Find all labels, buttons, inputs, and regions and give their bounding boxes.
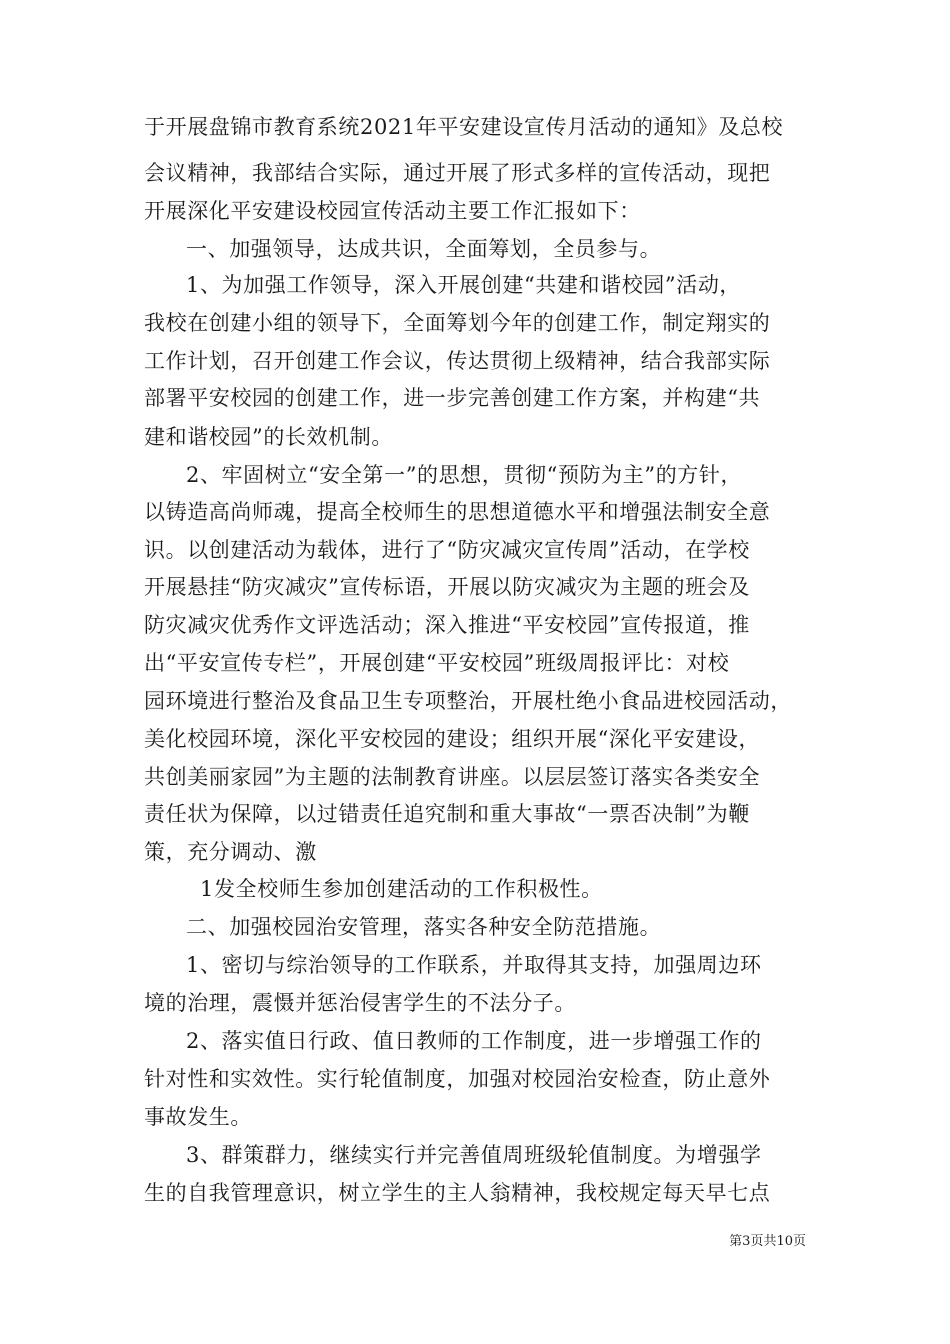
text-line: 开展深化平安建设校园宣传活动主要工作汇报如下： — [144, 199, 641, 223]
text-line: 开展悬挂“防灾减灾”宣传标语，开展以防灾减灾为主题的班会及 — [144, 575, 750, 599]
text-line: 策，充分调动、激 — [144, 840, 317, 864]
text-line: 建和谐校园”的长效机制。 — [144, 425, 393, 449]
text-line: 事故发生。 — [144, 1105, 252, 1129]
text-line: 针对性和实效性。实行轮值制度，加强对校园治安检查，防止意外 — [144, 1067, 771, 1091]
text-line: 责任状为保障，以过错责任追究制和重大事故“一票否决制”为鞭 — [144, 802, 750, 826]
text-line: 以铸造高尚师魂，提高全校师生的思想道德水平和增强法制安全意 — [144, 500, 771, 524]
section-heading: 一、加强领导，达成共识，全面筹划，全员参与。 — [186, 237, 662, 261]
text-line: 园环境进行整治及食品卫生专项整治，开展杜绝小食品进校园活动， — [144, 689, 792, 713]
text-line: 1发全校师生参加创建活动的工作积极性。 — [200, 877, 603, 901]
text-line: 会议精神，我部结合实际，通过开展了形式多样的宣传活动，现把 — [144, 161, 771, 185]
text-line: 生的自我管理意识，树立学生的主人翁精神，我校规定每天早七点 — [144, 1181, 771, 1205]
text-line: 于开展盘锦市教育系统2021年平安建设宣传月活动的通知》及总校 — [144, 115, 784, 139]
text-line: 1、为加强工作领导，深入开展创建“共建和谐校园”活动， — [186, 273, 742, 297]
text-line: 工作计划，召开创建工作会议，传达贯彻上级精神，结合我部实际 — [144, 349, 771, 373]
text-line: 1、密切与综治领导的工作联系，并取得其支持，加强周边环 — [186, 953, 762, 977]
text-line: 防灾减灾优秀作文评选活动；深入推进“平安校园”宣传报道，推 — [144, 613, 750, 637]
text-line: 共创美丽家园”为主题的法制教育讲座。以层层签订落实各类安全 — [144, 765, 761, 789]
text-line: 我校在创建小组的领导下，全面筹划今年的创建工作，制定翔实的 — [144, 311, 771, 335]
section-heading: 二、加强校园治安管理，落实各种安全防范措施。 — [186, 915, 662, 939]
page-number: 第3页共10页 — [729, 1234, 806, 1249]
text-line: 境的治理，震慑并惩治侵害学生的不法分子。 — [144, 991, 576, 1015]
text-line: 美化校园环境，深化平安校园的建设；组织开展“深化平安建设， — [144, 727, 761, 751]
text-line: 2、落实值日行政、值日教师的工作制度，进一步增强工作的 — [186, 1029, 762, 1053]
text-line: 部署平安校园的创建工作，进一步完善创建工作方案，并构建“共 — [144, 386, 761, 410]
text-line: 2、牢固树立“安全第一”的思想，贯彻“预防为主”的方针， — [186, 463, 743, 487]
text-line: 3、群策群力，继续实行并完善值周班级轮值制度。为增强学 — [186, 1143, 762, 1167]
text-line: 出“平安宣传专栏”，开展创建“平安校园”班级周报评比：对校 — [144, 651, 730, 675]
text-line: 识。以创建活动为载体，进行了“防灾减灾宣传周”活动，在学校 — [144, 538, 750, 562]
